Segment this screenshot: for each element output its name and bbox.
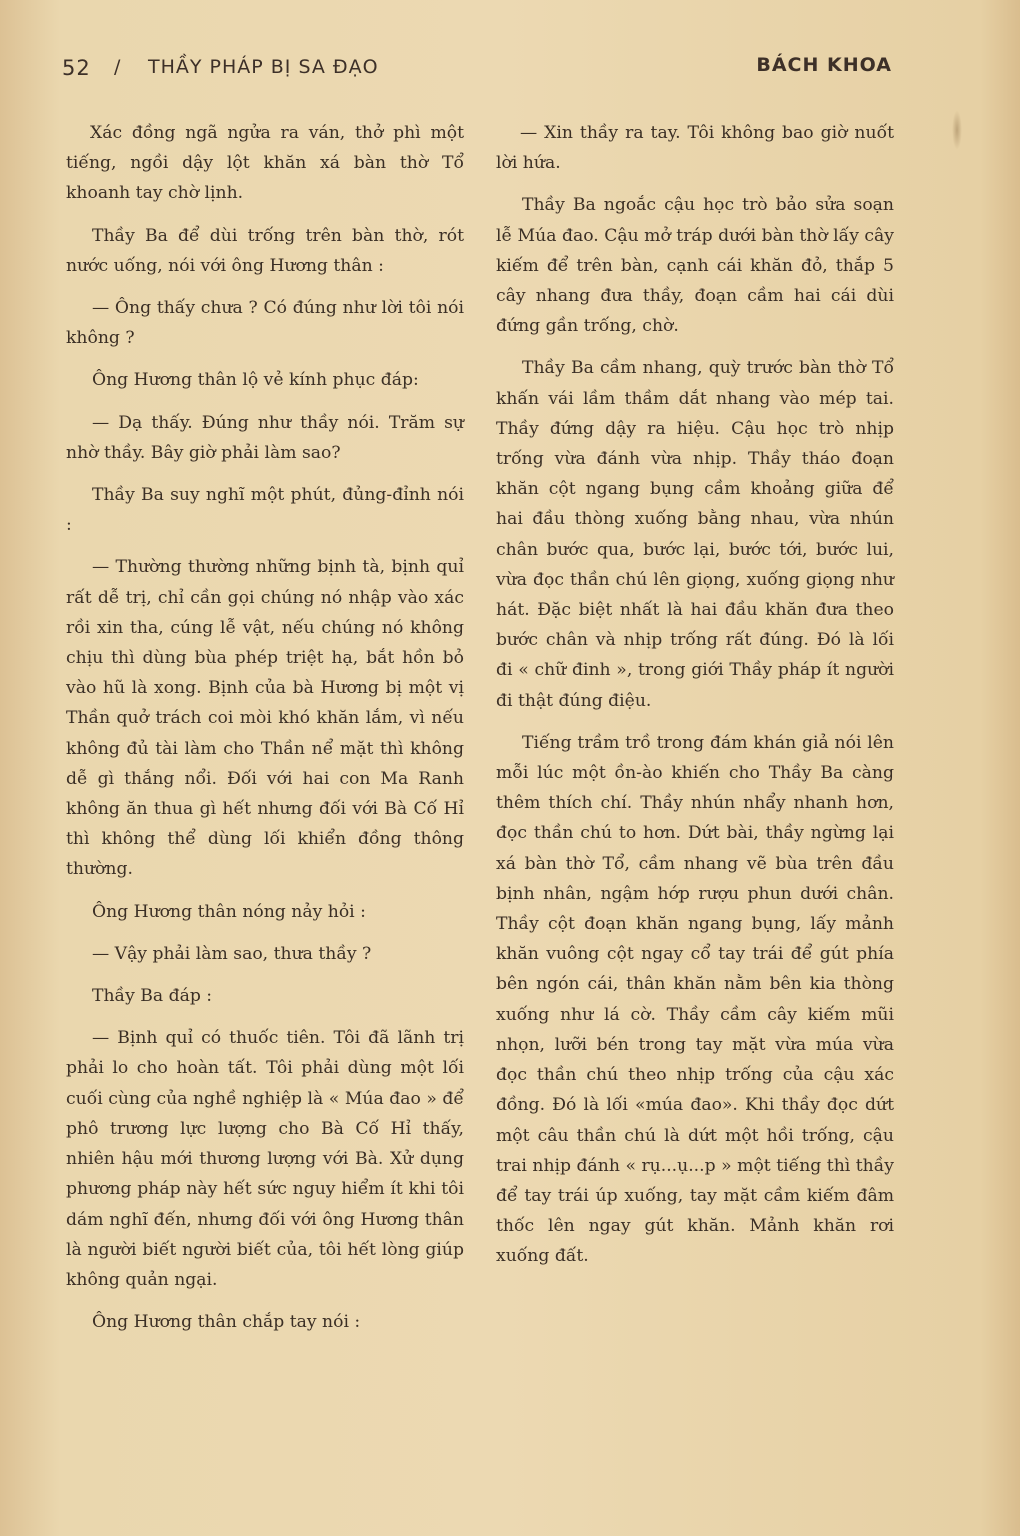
paragraph: Tiếng trầm trồ trong đám khán giả nói lên mỗi lúc một ồn-ào khiến cho Thầy Ba càng thêm thích chí. Thầy nhún nhẩy nhanh hơn, đọc thần chú to hơn. Dứt bài, thầy ngừng lại xá bàn thờ Tổ, cầm nhang vẽ bùa trên đầu bịnh nhân, ngậm hớp rượu phun dưới chân. Thầy cột đoạn khăn ngang bụng, lấy mảnh khăn vuông cột ngay cổ tay trái để gút phía bên ngón cái, thân khăn nằm bên kia thòng xuống như lá cờ. Thầy cầm cây kiếm mũi nhọn, lưỡi bén trong tay mặt vừa múa vừa đọc thần chú theo nhịp trống của cậu xác đồng. Đó là lối «múa đao». Khi thầy đọc dứt một câu thần chú là dứt một hồi trống, cậu trai nhịp đánh « rụ...ụ...p » một tiếng thì thầy để tay trái úp xuống, tay mặt cầm kiếm đâm thốc lên ngay gút khăn. Mảnh khăn rơi xuống đất. [496, 732, 894, 1267]
left-column [66, 118, 464, 1349]
paragraph: Ông Hương thân nóng nảy hỏi : [92, 901, 366, 922]
paragraph: — Bịnh quỉ có thuốc tiên. Tôi đã lãnh trị phải lo cho hoàn tất. Tôi phải dùng một lối cuối cùng của nghề nghiệp là « Múa đao » để phô trương lực lượng cho Bà Cố Hỉ thấy, nhiên hậu mới thương lượng với Bà. Xử dụng phương pháp này hết sức nguy hiểm ít khi tôi dám nghĩ đến, nhưng đối với ông Hương thân là người biết người biết của, tôi hết lòng giúp không quản ngại. [66, 1028, 464, 1290]
paragraph: Thầy Ba để dùi trống trên bàn thờ, rót nước uống, nói với ông Hương thân : [66, 225, 464, 276]
paragraph: Thầy Ba ngoắc cậu học trò bảo sửa soạn lễ Múa đao. Cậu mở tráp dưới bàn thờ lấy cây kiếm để trên bàn, cạnh cái khăn đỏ, thắp 5 cây nhang đưa thầy, đoạn cầm hai cái dùi đứng gần trống, chờ. [496, 195, 894, 337]
paragraph: Thầy Ba suy nghĩ một phút, đủng-đỉnh nói : [66, 485, 464, 536]
paragraph: — Dạ thấy. Đúng như thầy nói. Trăm sự nhờ thầy. Bây giờ phải làm sao? [66, 412, 464, 463]
page-header [62, 50, 892, 86]
paragraph: Ông Hương thân lộ vẻ kính phục đáp: [92, 370, 419, 391]
page-number: 52 [62, 56, 91, 80]
paragraph: — Xin thầy ra tay. Tôi không bao giờ nuốt lời hứa. [496, 123, 894, 174]
paragraph: — Vậy phải làm sao, thưa thầy ? [92, 943, 372, 964]
paragraph: Thầy Ba đáp : [92, 986, 213, 1007]
paragraph: Ông Hương thân chắp tay nói : [92, 1312, 361, 1333]
paragraph: Thầy Ba cầm nhang, quỳ trước bàn thờ Tổ khấn vái lầm thầm dắt nhang vào mép tai. Thầy đứng dậy ra hiệu. Cậu học trò nhịp trống vừa đánh vừa nhịp. Thầy tháo đoạn khăn cột ngang bụng cầm khoảng giữa để hai đầu thòng xuống bằng nhau, vừa nhún chân bước qua, bước lại, bước tới, bước lui, vừa đọc thần chú lên giọng, xuống giọng như hát. Đặc biệt nhất là hai đầu khăn đưa theo bước chân và nhịp trống rất đúng. Đó là lối đi « chữ đinh », trong giới Thầy pháp ít người đi thật đúng điệu. [496, 358, 894, 711]
right-column [496, 118, 894, 1284]
running-title: THẦY PHÁP BỊ SA ĐẠO [148, 56, 379, 78]
magazine-name: BÁCH KHOA [756, 54, 892, 76]
paragraph: — Thường thường những bịnh tà, bịnh quỉ rất dễ trị, chỉ cần gọi chúng nó nhập vào xác rồi xin tha, cúng lễ vật, nếu chúng nó không chịu thì dùng bùa phép triệt hạ, bắt hồn bỏ vào hũ là xong. Bịnh của bà Hương bị một vị Thần quở trách coi mòi khó khăn lắm, vì nếu không đủ tài làm cho Thần nể mặt thì không dễ gì thắng nổi. Đối với hai con Ma Ranh không ăn thua gì hết nhưng đối với Bà Cố Hỉ thì không thể dùng lối khiển đồng thông thường. [66, 557, 464, 880]
paragraph: — Ông thấy chưa ? Có đúng như lời tôi nói không ? [66, 298, 464, 349]
paper-stain [952, 110, 962, 150]
paragraph: Xác đồng ngã ngửa ra ván, thở phì một tiếng, ngồi dậy lột khăn xá bàn thờ Tổ khoanh tay chờ lịnh. [66, 123, 464, 204]
header-separator: / [114, 56, 122, 78]
